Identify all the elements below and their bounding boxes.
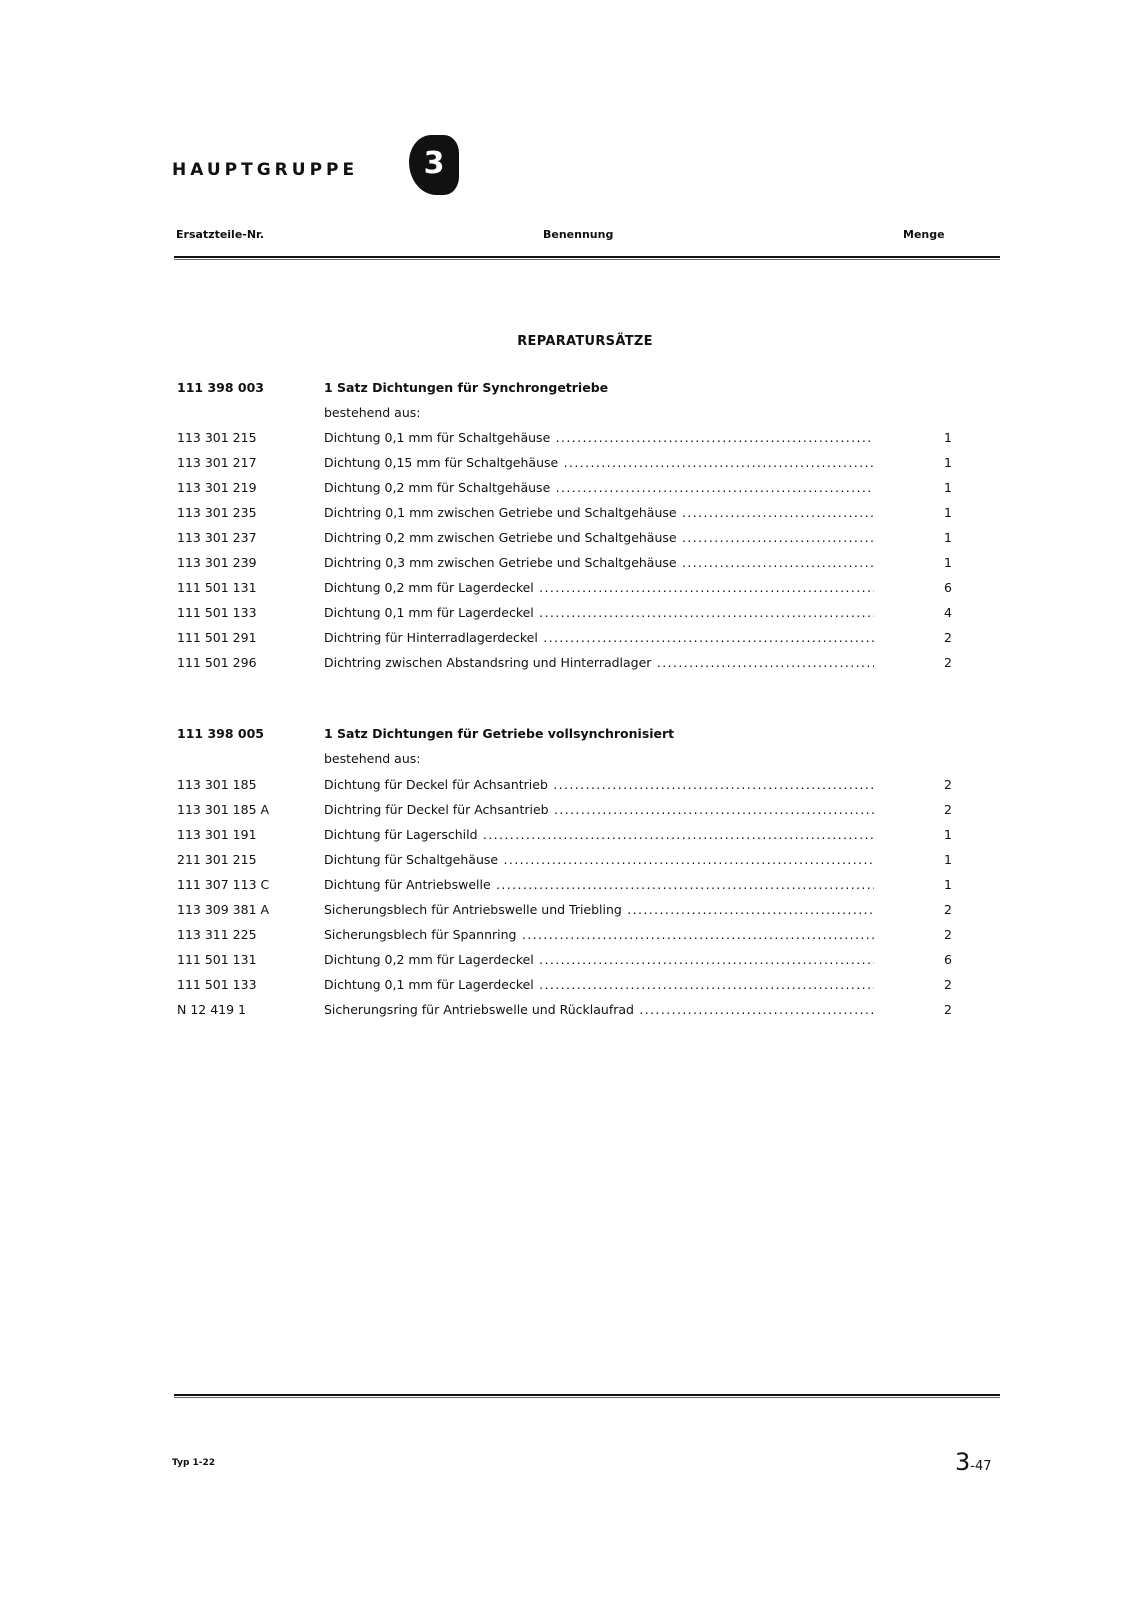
part-quantity: 1	[944, 480, 952, 495]
part-quantity: 2	[944, 1002, 952, 1017]
part-name: Dichtring für Deckel für Achsantrieb .....	[324, 802, 874, 817]
part-number: 111 501 133	[177, 977, 257, 992]
part-quantity: 2	[944, 630, 952, 645]
part-number: 113 301 185	[177, 777, 257, 792]
footer-divider	[174, 1394, 1000, 1396]
part-name: Dichtung 0,1 mm für Schaltgehäuse .....	[324, 430, 874, 445]
part-name: Dichtring 0,3 mm zwischen Getriebe und Schaltgehäuse .....	[324, 555, 874, 570]
part-quantity: 2	[944, 802, 952, 817]
part-name: Dichtung für Lagerschild .....	[324, 827, 874, 842]
part-row	[0, 977, 1132, 999]
part-name: Dichtung 0,1 mm für Lagerdeckel .....	[324, 605, 874, 620]
kit-header-row	[0, 380, 1132, 402]
part-row	[0, 480, 1132, 502]
part-name: Dichtung 0,2 mm für Lagerdeckel .....	[324, 952, 874, 967]
part-name: Dichtring für Hinterradlagerdeckel .....	[324, 630, 874, 645]
part-name: Sicherungsblech für Spannring .....	[324, 927, 874, 942]
part-name: Dichtring zwischen Abstandsring und Hinterradlager .....	[324, 655, 874, 670]
part-number: 113 301 235	[177, 505, 257, 520]
part-row	[0, 927, 1132, 949]
kit-subtitle-row	[0, 405, 1132, 427]
part-name: Sicherungsring für Antriebswelle und Rücklaufrad .....	[324, 1002, 874, 1017]
part-quantity: 1	[944, 530, 952, 545]
part-quantity: 6	[944, 580, 952, 595]
part-number: 111 501 131	[177, 580, 257, 595]
part-quantity: 1	[944, 555, 952, 570]
part-row	[0, 530, 1132, 552]
part-number: 113 309 381 A	[177, 902, 270, 917]
part-name: Dichtring 0,1 mm zwischen Getriebe und Schaltgehäuse .....	[324, 505, 874, 520]
part-quantity: 1	[944, 505, 952, 520]
part-row	[0, 902, 1132, 924]
part-number: 113 301 215	[177, 430, 257, 445]
part-quantity: 1	[944, 852, 952, 867]
part-name: Dichtung für Deckel für Achsantrieb .....	[324, 777, 874, 792]
part-number: 113 301 239	[177, 555, 257, 570]
kit-subtitle: bestehend aus:	[324, 405, 421, 420]
part-number: 113 301 237	[177, 530, 257, 545]
part-number: 113 301 219	[177, 480, 257, 495]
part-row	[0, 455, 1132, 477]
page-number-sub: -47	[970, 1459, 992, 1474]
part-row	[0, 430, 1132, 452]
header-divider	[174, 256, 1000, 258]
kit-title: 1 Satz Dichtungen für Getriebe vollsynchronisiert	[324, 726, 675, 741]
part-number: 111 501 133	[177, 605, 257, 620]
kit-subtitle-row	[0, 751, 1132, 773]
kit-number: 111 398 003	[177, 380, 264, 395]
group-number-badge: 3	[409, 135, 459, 195]
part-row	[0, 827, 1132, 849]
kit-header-row	[0, 726, 1132, 748]
part-row	[0, 505, 1132, 527]
part-number: 113 301 217	[177, 455, 257, 470]
part-quantity: 2	[944, 902, 952, 917]
column-header-part-number: Ersatzteile-Nr.	[176, 228, 265, 241]
section-title: REPARATURSÄTZE	[517, 334, 653, 349]
kit-subtitle: bestehend aus:	[324, 751, 421, 766]
part-name: Dichtung 0,2 mm für Schaltgehäuse .....	[324, 480, 874, 495]
part-row	[0, 1002, 1132, 1024]
part-number: 211 301 215	[177, 852, 257, 867]
part-row	[0, 777, 1132, 799]
part-row	[0, 630, 1132, 652]
part-name: Sicherungsblech für Antriebswelle und Triebling .....	[324, 902, 874, 917]
part-number: 113 301 185 A	[177, 802, 270, 817]
part-quantity: 2	[944, 927, 952, 942]
kit-title: 1 Satz Dichtungen für Synchrongetriebe	[324, 380, 609, 395]
part-name: Dichtung für Schaltgehäuse .....	[324, 852, 874, 867]
part-row	[0, 952, 1132, 974]
part-quantity: 1	[944, 827, 952, 842]
part-quantity: 4	[944, 605, 952, 620]
part-quantity: 2	[944, 977, 952, 992]
part-number: 111 307 113 C	[177, 877, 270, 892]
part-row	[0, 580, 1132, 602]
part-row	[0, 802, 1132, 824]
part-quantity: 6	[944, 952, 952, 967]
part-row	[0, 655, 1132, 677]
part-number: N 12 419 1	[177, 1002, 246, 1017]
part-quantity: 1	[944, 430, 952, 445]
part-quantity: 2	[944, 655, 952, 670]
part-quantity: 1	[944, 455, 952, 470]
part-name: Dichtung 0,1 mm für Lagerdeckel .....	[324, 977, 874, 992]
part-row	[0, 555, 1132, 577]
part-row	[0, 605, 1132, 627]
part-name: Dichtring 0,2 mm zwischen Getriebe und Schaltgehäuse .....	[324, 530, 874, 545]
page-number-main: 3	[955, 1448, 971, 1476]
part-number: 111 501 296	[177, 655, 257, 670]
part-quantity: 2	[944, 777, 952, 792]
part-number: 111 501 291	[177, 630, 257, 645]
part-number: 111 501 131	[177, 952, 257, 967]
footer-type-label: Typ 1-22	[172, 1458, 216, 1468]
part-row	[0, 877, 1132, 899]
part-number: 113 311 225	[177, 927, 257, 942]
kit-number: 111 398 005	[177, 726, 264, 741]
part-name: Dichtung 0,15 mm für Schaltgehäuse .....	[324, 455, 874, 470]
part-quantity: 1	[944, 877, 952, 892]
part-number: 113 301 191	[177, 827, 257, 842]
page-title: HAUPTGRUPPE	[172, 160, 359, 180]
part-name: Dichtung 0,2 mm für Lagerdeckel .....	[324, 580, 874, 595]
page-number	[955, 1448, 992, 1476]
column-header-name: Benennung	[543, 228, 614, 241]
part-row	[0, 852, 1132, 874]
column-header-quantity: Menge	[903, 228, 945, 241]
part-name: Dichtung für Antriebswelle .....	[324, 877, 874, 892]
